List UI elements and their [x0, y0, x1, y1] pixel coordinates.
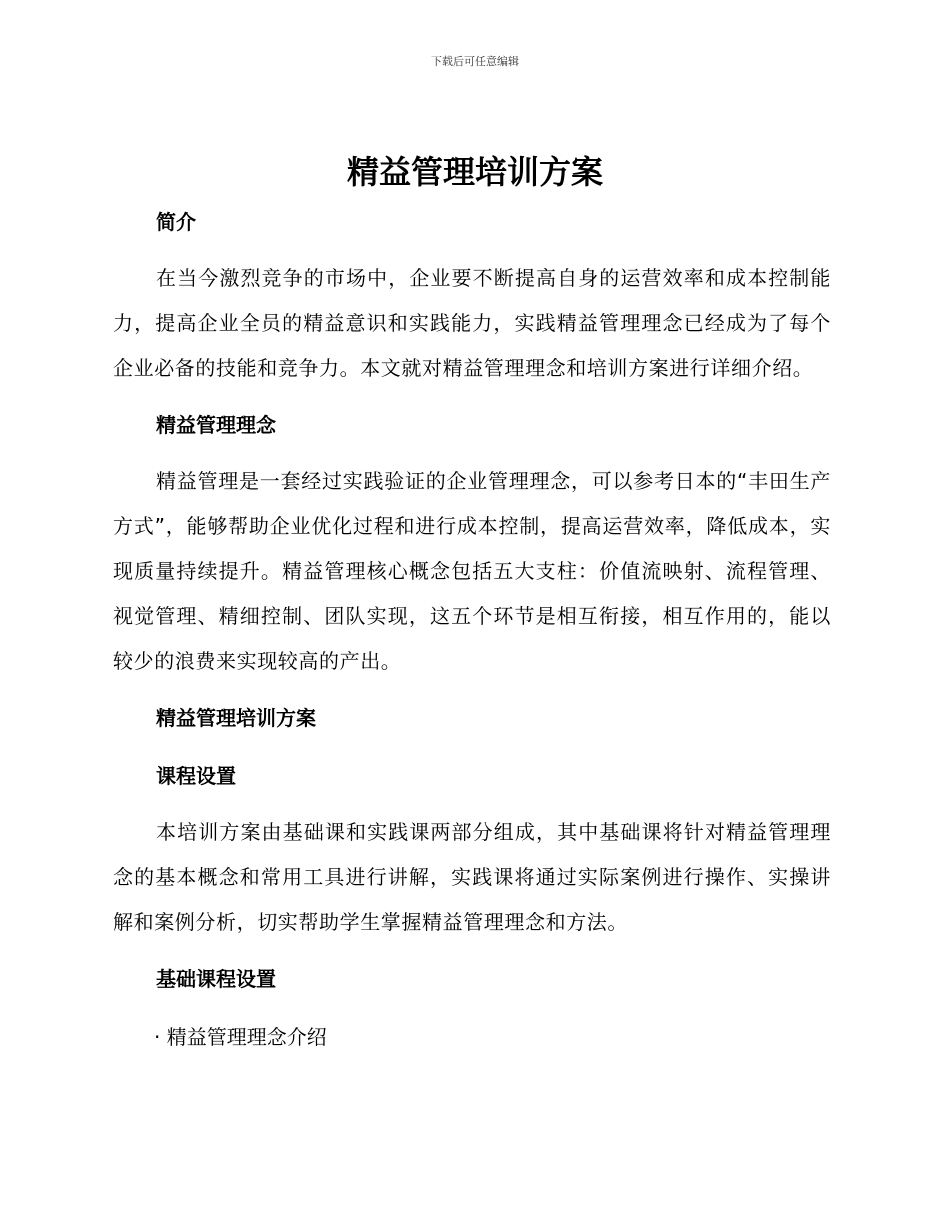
document-body [113, 202, 831, 1057]
section-heading-course-setup: 课程设置 [156, 764, 236, 788]
page-header-note: 下载后可任意编辑 [431, 55, 519, 68]
section-heading-concept: 精益管理理念 [156, 413, 276, 437]
section-heading-basic-course: 基础课程设置 [156, 967, 276, 991]
paragraph-concept: 精益管理是一套经过实践验证的企业管理理念，可以参考日本的“丰田生产方式”，能够帮助企业优化过程和进行成本控制，提高运营效率，降低成本，实现质量持续提升。精益管理核心概念包括五大支柱：价值流映射、流程管理、视觉管理、精细控制、团队实现，这五个环节是相互衔接，相互作用的，能以较少的浪费来实现较高的产出。 [113, 469, 831, 673]
section-heading-intro: 简介 [156, 210, 196, 234]
paragraph-intro: 在当今激烈竞争的市场中，企业要不断提高自身的运营效率和成本控制能力，提高企业全员的精益意识和实践能力，实践精益管理理念已经成为了每个企业必备的技能和竞争力。本文就对精益管理理念和培训方案进行详细介绍。 [113, 266, 831, 380]
section-heading-training-plan: 精益管理培训方案 [156, 706, 316, 730]
list-item: · 精益管理理念介绍 [154, 1025, 327, 1049]
paragraph-course-setup: 本培训方案由基础课和实践课两部分组成，其中基础课将针对精益管理理念的基本概念和常用工具进行讲解，实践课将通过实际案例进行操作、实操讲解和案例分析，切实帮助学生掌握精益管理理念和方法。 [113, 820, 831, 934]
document-title: 精益管理培训方案 [346, 153, 603, 191]
